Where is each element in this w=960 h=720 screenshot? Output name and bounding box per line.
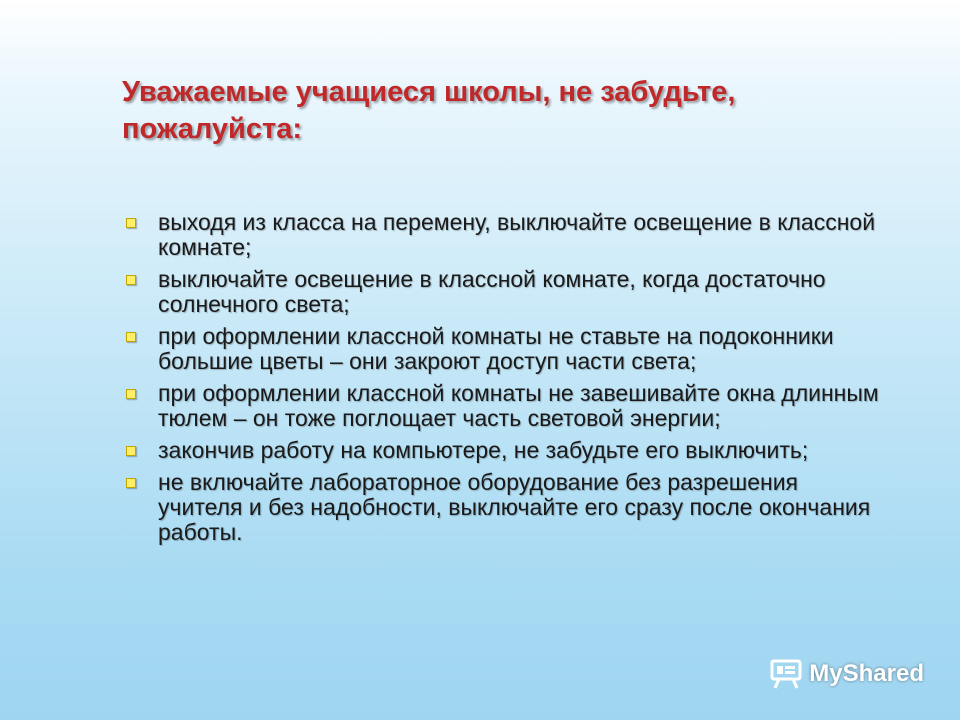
bullet-square-icon [126,446,136,456]
presentation-board-icon [769,658,803,690]
list-item [124,438,884,463]
bullet-text: выключайте освещение в классной комнате, когда достаточно солнечного света; [158,266,826,317]
list-item [124,324,884,374]
bullet-square-icon [126,389,136,399]
watermark-text: MyShared [809,660,924,687]
bullet-text: не включайте лабораторное оборудование без разрешения учителя и без надобности, выключайте его сразу после окончания работы. [158,469,871,545]
list-item [124,470,884,545]
list-item [124,381,884,431]
list-item [124,267,884,317]
bullet-square-icon [126,332,136,342]
bullet-square-icon [126,275,136,285]
bullet-text: закончив работу на компьютере, не забудьте его выключить; [158,437,809,463]
bullet-list [124,210,884,552]
bullet-text: выходя из класса на перемену, выключайте освещение в классной комнате; [158,209,876,260]
bullet-text: при оформлении классной комнаты не ставьте на подоконники большие цветы – они закроют доступ части света; [158,323,834,374]
bullet-square-icon [126,478,136,488]
bullet-square-icon [126,218,136,228]
watermark-logo [769,658,924,690]
slide-title: Уважаемые учащиеся школы, не забудьте, пожалуйста: [122,76,736,145]
bullet-text: при оформлении классной комнаты не завешивайте окна длинным тюлем – он тоже поглощает часть световой энергии; [158,380,879,431]
list-item [124,210,884,260]
